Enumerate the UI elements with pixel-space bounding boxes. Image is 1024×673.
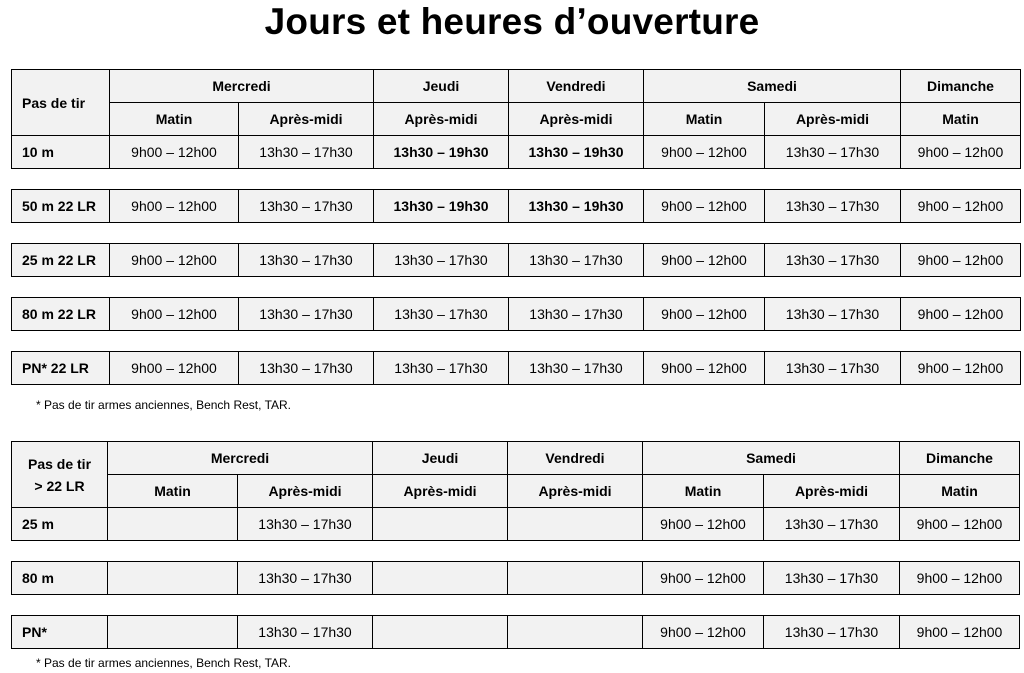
table-row: [12, 616, 1020, 649]
header-pas-de-tir-line2: > 22 LR: [34, 477, 85, 494]
row-label: PN* 22 LR: [12, 352, 110, 385]
time-cell: 9h00 – 12h00: [900, 616, 1020, 649]
time-cell: 13h30 – 19h30: [374, 190, 509, 223]
header-period-apres-midi: Après-midi: [764, 475, 900, 508]
time-cell: 13h30 – 19h30: [509, 136, 644, 169]
header-day-vendredi: Vendredi: [508, 442, 643, 475]
table-row: [12, 190, 1021, 223]
header-period-matin: Matin: [900, 475, 1020, 508]
header-period-apres-midi: Après-midi: [374, 103, 509, 136]
time-cell: 13h30 – 17h30: [509, 352, 644, 385]
table-row: [12, 508, 1020, 541]
time-cell: 13h30 – 17h30: [765, 244, 901, 277]
time-cell: 13h30 – 19h30: [374, 136, 509, 169]
header-period-matin: Matin: [901, 103, 1021, 136]
header-period-matin: Matin: [644, 103, 765, 136]
header-pas-de-tir: [12, 442, 108, 508]
time-cell: 13h30 – 17h30: [238, 562, 373, 595]
time-cell: 9h00 – 12h00: [900, 508, 1020, 541]
empty-cell: [508, 508, 643, 541]
time-cell: 9h00 – 12h00: [901, 244, 1021, 277]
time-cell: 9h00 – 12h00: [644, 136, 765, 169]
time-cell: 13h30 – 17h30: [238, 616, 373, 649]
time-cell: 13h30 – 17h30: [765, 298, 901, 331]
time-cell: 13h30 – 17h30: [239, 298, 374, 331]
header-period-matin: Matin: [643, 475, 764, 508]
time-cell: 13h30 – 17h30: [765, 352, 901, 385]
header-period-apres-midi: Après-midi: [238, 475, 373, 508]
empty-cell: [373, 508, 508, 541]
header-day-samedi: Samedi: [643, 442, 900, 475]
time-cell: 9h00 – 12h00: [110, 298, 239, 331]
header-day-mercredi: Mercredi: [110, 70, 374, 103]
time-cell: 13h30 – 17h30: [239, 244, 374, 277]
header-day-vendredi: Vendredi: [509, 70, 644, 103]
table-row: [12, 562, 1020, 595]
time-cell: 13h30 – 17h30: [765, 136, 901, 169]
time-cell: 13h30 – 19h30: [509, 190, 644, 223]
table-row: [12, 244, 1021, 277]
header-period-apres-midi: Après-midi: [508, 475, 643, 508]
footnote: * Pas de tir armes anciennes, Bench Rest, TAR.: [36, 656, 292, 670]
table-row: [12, 352, 1021, 385]
header-day-jeudi: Jeudi: [373, 442, 508, 475]
empty-cell: [108, 562, 238, 595]
table-row: [12, 298, 1021, 331]
time-cell: 13h30 – 17h30: [239, 136, 374, 169]
time-cell: 9h00 – 12h00: [644, 352, 765, 385]
time-cell: 13h30 – 17h30: [238, 508, 373, 541]
header-period-matin: Matin: [110, 103, 239, 136]
header-day-dimanche: Dimanche: [901, 70, 1021, 103]
time-cell: 9h00 – 12h00: [901, 190, 1021, 223]
row-label: 25 m: [12, 508, 108, 541]
header-period-apres-midi: Après-midi: [373, 475, 508, 508]
time-cell: 9h00 – 12h00: [643, 562, 764, 595]
time-cell: 9h00 – 12h00: [644, 244, 765, 277]
header-pas-de-tir: Pas de tir: [12, 70, 110, 136]
row-label: 10 m: [12, 136, 110, 169]
schedule-table-over-22lr: [11, 441, 1020, 649]
time-cell: 9h00 – 12h00: [901, 298, 1021, 331]
header-day-samedi: Samedi: [644, 70, 901, 103]
time-cell: 9h00 – 12h00: [110, 352, 239, 385]
time-cell: 13h30 – 17h30: [239, 352, 374, 385]
table-row: [12, 136, 1021, 169]
time-cell: 13h30 – 17h30: [509, 244, 644, 277]
empty-cell: [108, 508, 238, 541]
time-cell: 13h30 – 17h30: [764, 616, 900, 649]
empty-cell: [373, 562, 508, 595]
row-label: 25 m 22 LR: [12, 244, 110, 277]
time-cell: 9h00 – 12h00: [110, 190, 239, 223]
page-title: Jours et heures d’ouverture: [264, 1, 760, 42]
row-label: PN*: [12, 616, 108, 649]
schedule-table-22lr: [11, 69, 1021, 385]
row-label: 80 m: [12, 562, 108, 595]
time-cell: 13h30 – 17h30: [765, 190, 901, 223]
time-cell: 9h00 – 12h00: [643, 508, 764, 541]
time-cell: 13h30 – 17h30: [374, 298, 509, 331]
time-cell: 9h00 – 12h00: [900, 562, 1020, 595]
empty-cell: [508, 562, 643, 595]
row-label: 80 m 22 LR: [12, 298, 110, 331]
time-cell: 9h00 – 12h00: [644, 190, 765, 223]
row-label: 50 m 22 LR: [12, 190, 110, 223]
header-period-apres-midi: Après-midi: [765, 103, 901, 136]
time-cell: 9h00 – 12h00: [110, 136, 239, 169]
time-cell: 9h00 – 12h00: [644, 298, 765, 331]
empty-cell: [508, 616, 643, 649]
header-day-dimanche: Dimanche: [900, 442, 1020, 475]
header-pas-de-tir-line1: Pas de tir: [27, 455, 92, 472]
empty-cell: [108, 616, 238, 649]
header-day-jeudi: Jeudi: [374, 70, 509, 103]
empty-cell: [373, 616, 508, 649]
time-cell: 13h30 – 17h30: [509, 298, 644, 331]
time-cell: 9h00 – 12h00: [901, 136, 1021, 169]
footnote: * Pas de tir armes anciennes, Bench Rest, TAR.: [36, 398, 292, 412]
header-period-apres-midi: Après-midi: [509, 103, 644, 136]
time-cell: 9h00 – 12h00: [110, 244, 239, 277]
time-cell: 13h30 – 17h30: [374, 352, 509, 385]
header-period-matin: Matin: [108, 475, 238, 508]
time-cell: 13h30 – 17h30: [764, 562, 900, 595]
time-cell: 13h30 – 17h30: [764, 508, 900, 541]
time-cell: 9h00 – 12h00: [901, 352, 1021, 385]
header-period-apres-midi: Après-midi: [239, 103, 374, 136]
time-cell: 13h30 – 17h30: [239, 190, 374, 223]
time-cell: 13h30 – 17h30: [374, 244, 509, 277]
time-cell: 9h00 – 12h00: [643, 616, 764, 649]
header-day-mercredi: Mercredi: [108, 442, 373, 475]
